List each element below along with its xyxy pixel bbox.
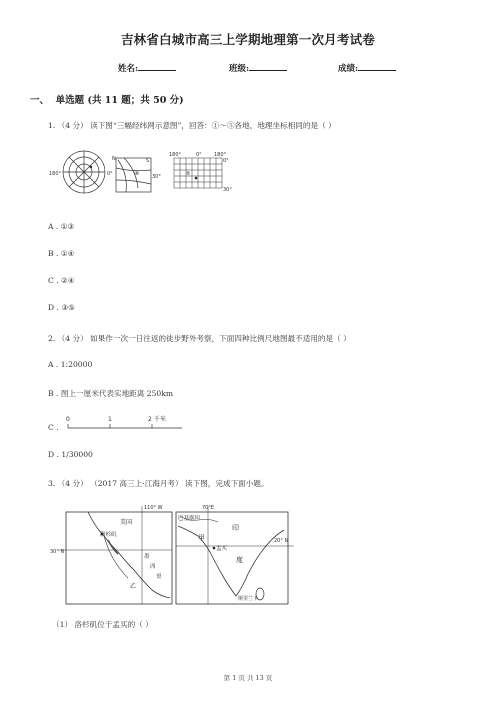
scale-one: 1	[108, 416, 112, 423]
map-right	[176, 505, 294, 604]
label-india-2: 度	[236, 556, 243, 564]
label-yi: 乙	[130, 583, 137, 590]
polar-label-left: 180°	[49, 171, 62, 177]
page-footer: 第 1 页 共 13 页	[223, 674, 273, 682]
scale-bar	[64, 412, 194, 434]
q3-maps	[48, 500, 298, 610]
q2-option-d[interactable]: D . 1/30000	[48, 450, 93, 459]
left-lon-label: 110° W	[144, 505, 163, 511]
q2-option-b[interactable]: B . 图上一厘米代表实地距离 250km	[48, 389, 174, 398]
rect-grid	[174, 158, 222, 188]
question-3-text: 3. （4 分） （2017 高三上·江海月考） 读下图，完成下面小题。	[48, 479, 269, 488]
right-lon-label: 70°E	[202, 505, 215, 511]
label-jia: 甲	[198, 534, 205, 542]
score-blank	[358, 62, 396, 71]
grid3-label-tm: 0°	[196, 152, 202, 158]
score-label: 成绩:	[338, 64, 359, 74]
label-usa: 美国	[120, 519, 133, 526]
left-lat-label: 30° N	[50, 549, 65, 555]
grid3-label-tr: 180°	[214, 152, 227, 158]
polar-diagram	[63, 151, 105, 193]
scale-two: 2	[148, 416, 152, 423]
class-blank	[249, 62, 287, 71]
grid2-s-label: S	[146, 158, 150, 164]
polar-point	[90, 166, 92, 168]
q1-figure	[46, 148, 241, 198]
name-field	[118, 62, 176, 74]
name-label: 姓名:	[118, 64, 139, 74]
label-los-angeles: 洛杉矶	[100, 532, 117, 538]
class-label: 班级:	[229, 64, 250, 74]
map-left	[50, 505, 172, 604]
right-lat-label: 20° N	[274, 538, 289, 544]
section-title: 单选题 (共 11 题；共 50 分)	[55, 95, 184, 106]
q1-option-b[interactable]: B . ①④	[48, 249, 75, 258]
label-mexico-1: 墨	[144, 554, 150, 560]
q1-option-a[interactable]: A . ①③	[48, 222, 75, 231]
grid3-label-tl: 180°	[169, 152, 182, 158]
section-number: 一、	[30, 95, 50, 106]
score-field	[338, 62, 396, 74]
scale-unit: 千米	[154, 416, 167, 423]
scale-zero: 0	[66, 416, 70, 423]
q2-option-c[interactable]	[48, 423, 59, 432]
polar-label-right: 0°	[107, 171, 113, 177]
section-heading	[30, 92, 184, 106]
q1-option-d[interactable]: D . ③⑤	[48, 303, 75, 312]
point-4: ④	[134, 170, 140, 177]
q2-option-a[interactable]: A . 1:20000	[48, 360, 93, 369]
label-pakistan: 巴基斯坦	[178, 516, 201, 522]
q2-option-c-prefix: C .	[48, 423, 59, 432]
label-mumbai: 孟买	[216, 546, 228, 552]
q1-option-c[interactable]: C . ②④	[48, 276, 75, 285]
question-1-text: 1. （4 分） 读下图“三幅经纬网示意图”，回答：①～⑤各地，地理坐标相同的是（ ）	[48, 121, 336, 130]
grid3-label-r2: 30°	[223, 187, 232, 193]
point-5: ⑤	[186, 171, 191, 177]
q3-sub1-text: （1） 洛杉矶位于孟买的（ ）	[52, 620, 153, 629]
name-blank	[138, 62, 176, 71]
class-field	[229, 62, 287, 74]
question-2-text: 2. （4 分） 如果作一次一日往返的徒步野外考察，下面四种比例尺地图最不适用的是（ ）	[48, 334, 351, 343]
grid2-e-label: 30°	[152, 174, 161, 180]
grid3-point	[195, 177, 198, 180]
label-india-1: 印	[232, 524, 239, 532]
label-sri-lanka: 斯里兰卡	[238, 596, 259, 602]
label-mexico-2: 西	[150, 564, 156, 570]
grid3-label-r1: 0°	[223, 158, 229, 164]
grid2-n-label: N	[112, 156, 116, 162]
page-title: 吉林省白城市高三上学期地理第一次月考试卷	[120, 32, 375, 47]
label-mexico-3: 哥	[156, 574, 162, 580]
